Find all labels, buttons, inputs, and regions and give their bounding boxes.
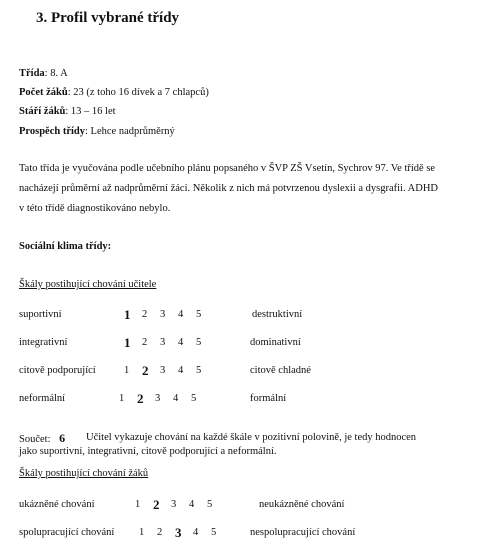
sum-label: Součet: xyxy=(19,434,51,445)
scale-value-selected: 1 xyxy=(124,335,131,350)
section-heading: 3. Profil vybrané třídy xyxy=(36,10,180,26)
info-age-value: : 13 – 16 let xyxy=(65,106,116,117)
scale-left-label: neformální xyxy=(19,393,66,404)
intro-paragraph: Tato třída je vyučována podle učebního plánu popsaného v ŠVP ZŠ Vsetín, Sychrov 97. Ve třídě se nacházejí průměrní až nadprůměrní žáci. Několik z nich má potvrzenou dyslexii a dysgrafii. ADHD v této třídě diagnostikováno nebylo. xyxy=(19,163,438,214)
scale-value: 3 xyxy=(160,309,166,320)
scale-value: 1 xyxy=(119,393,125,404)
scale-value: 2 xyxy=(142,309,148,320)
info-performance-value: : Lehce nadprůměrný xyxy=(85,126,175,137)
info-pupil-count xyxy=(19,87,209,98)
scale-value: 1 xyxy=(124,365,130,376)
scale-value: 4 xyxy=(178,365,184,376)
info-age-label: Stáří žáků xyxy=(19,106,66,117)
scale-value: 1 xyxy=(135,499,141,510)
info-pupil-count-label: Počet žáků xyxy=(19,87,68,98)
scale-value: 5 xyxy=(207,499,213,510)
scale-value: 5 xyxy=(196,337,202,348)
teacher-scale-title: Škály postihující chování učitele xyxy=(19,279,157,290)
info-performance xyxy=(19,126,175,137)
scale-value: 4 xyxy=(173,393,179,404)
scale-value: 4 xyxy=(178,337,184,348)
scale-value: 5 xyxy=(196,309,202,320)
scale-value: 2 xyxy=(142,337,148,348)
scale-value: 4 xyxy=(193,527,199,538)
scale-value: 3 xyxy=(155,393,161,404)
scale-value-selected: 1 xyxy=(124,307,131,322)
info-class xyxy=(19,68,68,79)
scale-value: 5 xyxy=(196,365,202,376)
scale-left-label: spolupracující chování xyxy=(19,527,115,538)
scale-left-label: citově podporující xyxy=(19,365,96,376)
scale-value: 4 xyxy=(178,309,184,320)
scale-value: 4 xyxy=(189,499,195,510)
scale-right-label: destruktivní xyxy=(252,309,303,320)
scale-right-label: dominativní xyxy=(250,337,301,348)
scale-value-selected: 2 xyxy=(142,363,149,378)
scale-value: 3 xyxy=(160,365,166,376)
scale-right-label: neukázněné chování xyxy=(259,499,345,510)
info-age xyxy=(19,106,116,117)
sum-row xyxy=(19,431,65,446)
scale-value-selected: 2 xyxy=(137,391,144,406)
scale-value: 3 xyxy=(160,337,166,348)
sum-text-line2: jako suportivní, integrativní, citově podporující a neformální. xyxy=(19,446,277,457)
info-class-value: : 8. A xyxy=(44,68,68,79)
scale-left-label: integrativní xyxy=(19,337,68,348)
scale-value-selected: 3 xyxy=(175,525,182,540)
scale-left-label: ukázněné chování xyxy=(19,499,95,510)
scale-right-label: formální xyxy=(250,393,287,404)
sum-text-line1: Učitel vykazuje chování na každé škále v pozitivní polovině, je tedy hodnocen xyxy=(86,432,417,443)
scale-value: 5 xyxy=(191,393,197,404)
scale-right-label: citově chladné xyxy=(250,365,311,376)
info-pupil-count-value: : 23 (z toho 16 dívek a 7 chlapců) xyxy=(67,87,209,98)
scale-left-label: suportivní xyxy=(19,309,62,320)
info-performance-label: Prospěch třídy xyxy=(19,126,86,137)
scale-value: 5 xyxy=(211,527,217,538)
sum-value: 6 xyxy=(59,431,66,445)
pupil-scale-title: Škály postihující chování žáků xyxy=(19,468,149,479)
scale-value: 3 xyxy=(171,499,177,510)
scale-value: 2 xyxy=(157,527,163,538)
info-class-label: Třída xyxy=(19,68,45,79)
scale-value: 1 xyxy=(139,527,145,538)
climate-heading: Sociální klima třídy: xyxy=(19,241,112,252)
scale-right-label: nespolupracující chování xyxy=(250,527,356,538)
scale-value-selected: 2 xyxy=(153,497,160,512)
